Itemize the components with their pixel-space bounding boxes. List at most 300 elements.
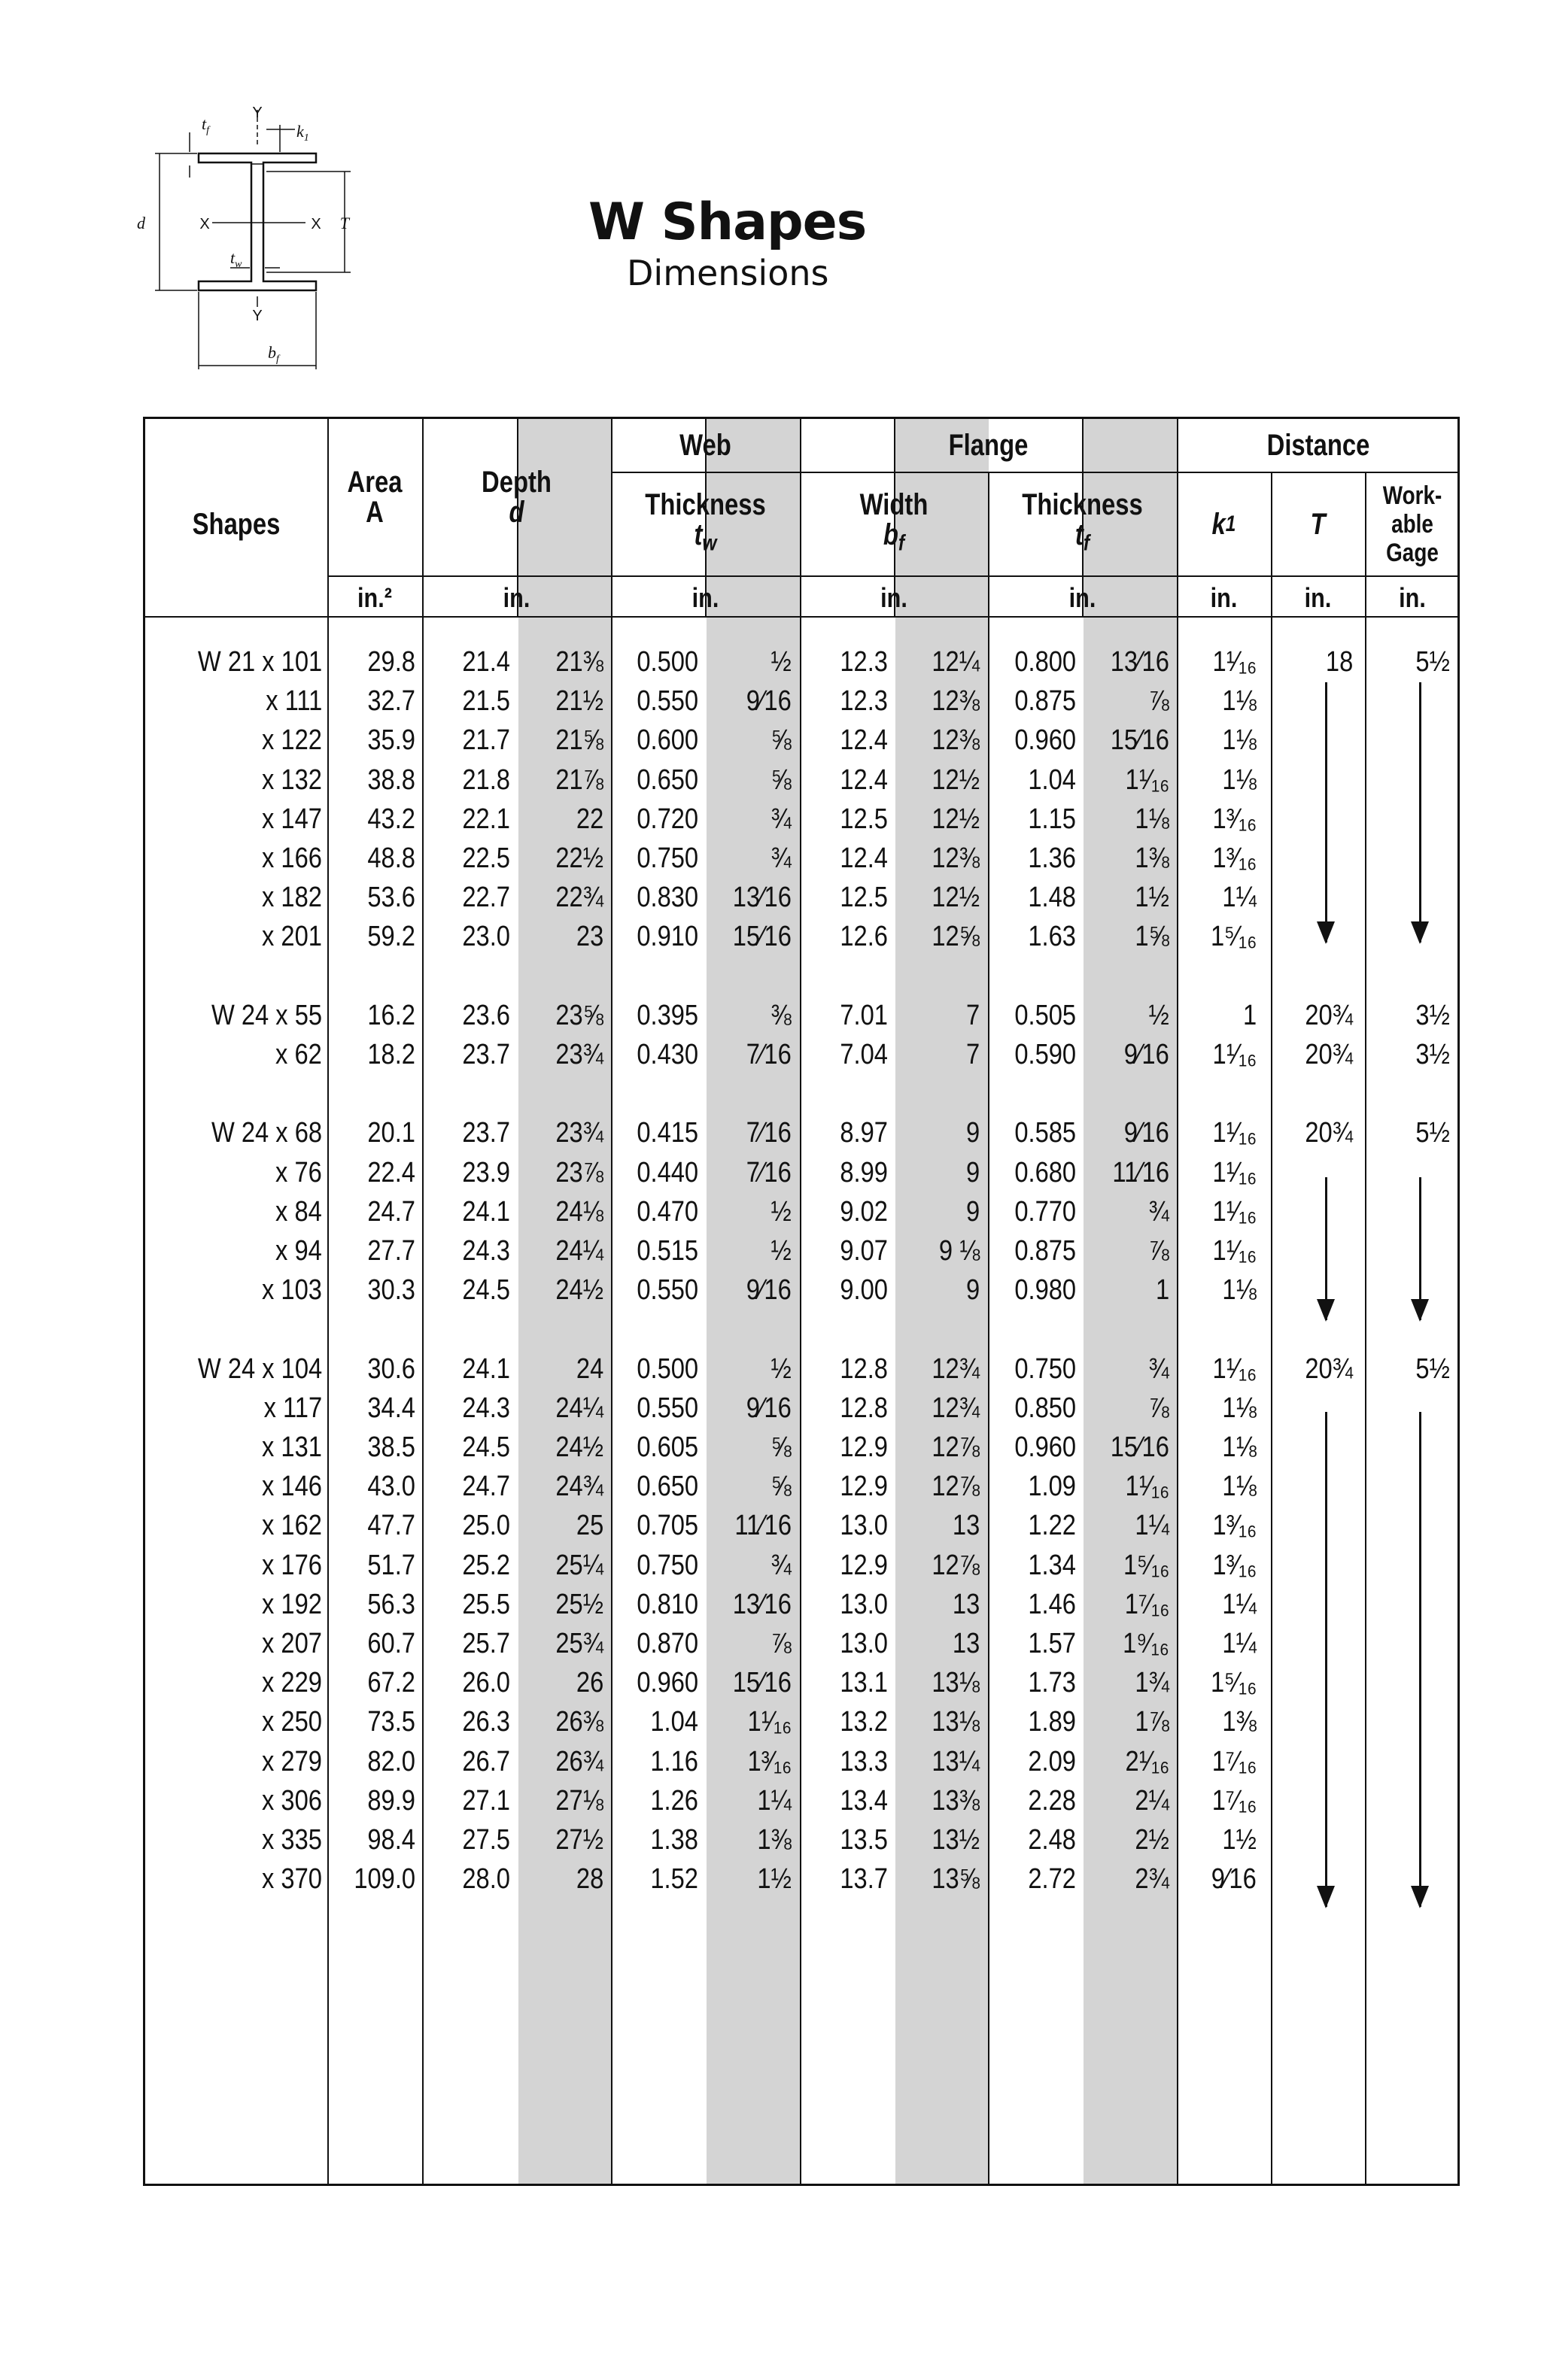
cell-k1: 1¼ [1222, 1589, 1257, 1620]
cell-flange-width-fraction: 12⅝ [932, 921, 980, 952]
cell-web-thk-fraction: 15⁄16 [732, 1667, 792, 1698]
cell-flange-width-decimal: 12.3 [840, 646, 888, 678]
cell-flange-width-fraction: 13 [952, 1589, 980, 1620]
cell-web-thk-decimal: 1.04 [650, 1706, 698, 1738]
cell-web-thk-fraction: 13⁄16 [732, 882, 792, 913]
page-title: W Shapes [588, 193, 867, 252]
cell-flange-width-decimal: 13.0 [840, 1510, 888, 1541]
cell-shape: x 76 [275, 1157, 322, 1188]
cell-web-thk-fraction: 1³⁄₁₆ [747, 1746, 792, 1777]
cell-k1: 1⅛ [1222, 1431, 1257, 1463]
label-T: T [339, 214, 349, 232]
header-flange-width [817, 473, 971, 575]
cell-flange-width-fraction: 12½ [932, 882, 980, 913]
cell-flange-width-fraction: 12⅜ [932, 842, 980, 874]
header-k1: k 1 [1211, 508, 1236, 541]
cell-area: 27.7 [367, 1235, 415, 1267]
cell-flange-thk-fraction: 1⅛ [1135, 803, 1169, 835]
col-rule [800, 419, 801, 2184]
cell-web-thk-fraction: 1⅜ [757, 1824, 792, 1856]
cell-web-thk-decimal: 0.500 [637, 1353, 698, 1385]
cell-depth-decimal: 23.7 [462, 1039, 510, 1070]
cell-depth-decimal: 26.3 [462, 1706, 510, 1738]
cell-depth-fraction: 23⅝ [555, 1000, 603, 1031]
col-rule [1177, 419, 1178, 2184]
cell-flange-thk-decimal: 0.980 [1014, 1274, 1076, 1306]
cell-workable-gage: 5½ [1415, 1117, 1450, 1149]
header-area [336, 419, 413, 575]
cell-flange-width-decimal: 9.07 [840, 1235, 888, 1267]
cell-area: 59.2 [367, 921, 415, 952]
continuation-arrow [1325, 1412, 1327, 1907]
cell-flange-width-decimal: 13.5 [840, 1824, 888, 1856]
cell-flange-thk-fraction: 1⅜ [1135, 842, 1169, 874]
cell-depth-fraction: 25 [576, 1510, 603, 1541]
cell-area: 82.0 [367, 1746, 415, 1777]
cell-flange-thk-decimal: 0.585 [1014, 1117, 1076, 1149]
cell-flange-thk-decimal: 1.63 [1028, 921, 1076, 952]
cell-flange-thk-decimal: 1.57 [1028, 1628, 1076, 1659]
cell-web-thk-decimal: 0.470 [637, 1196, 698, 1228]
cell-k1: 1³⁄₁₆ [1212, 842, 1257, 874]
cell-area: 29.8 [367, 646, 415, 678]
cell-flange-width-decimal: 8.99 [840, 1157, 888, 1188]
cell-web-thk-fraction: 7⁄16 [746, 1157, 792, 1188]
unit-width: in. [880, 582, 907, 613]
cell-depth-decimal: 21.7 [462, 724, 510, 756]
cell-flange-width-decimal: 12.6 [840, 921, 888, 952]
cell-depth-decimal: 27.1 [462, 1785, 510, 1817]
cell-depth-fraction: 24⅛ [555, 1196, 603, 1228]
cell-flange-thk-decimal: 1.46 [1028, 1589, 1076, 1620]
cell-flange-width-decimal: 12.4 [840, 842, 888, 874]
cell-web-thk-decimal: 0.395 [637, 1000, 698, 1031]
cell-flange-width-decimal: 12.9 [840, 1550, 888, 1581]
unit-web: in. [691, 582, 719, 613]
cell-depth-decimal: 23.7 [462, 1117, 510, 1149]
cell-k1: 1¹⁄₁₆ [1212, 1235, 1257, 1267]
cell-flange-thk-decimal: 1.15 [1028, 803, 1076, 835]
cell-depth-decimal: 26.0 [462, 1667, 510, 1698]
header-gage-line1: Work- [1382, 481, 1442, 510]
cell-flange-width-fraction: 12⅜ [932, 724, 980, 756]
cell-flange-width-fraction: 12½ [932, 764, 980, 796]
cell-k1: 1⅜ [1222, 1706, 1257, 1738]
cell-web-thk-fraction: ½ [770, 1353, 792, 1385]
unit-gage: in. [1399, 582, 1426, 613]
cell-web-thk-fraction: ⅝ [770, 1471, 792, 1502]
cell-flange-thk-decimal: 1.48 [1028, 882, 1076, 913]
cell-depth-fraction: 25¾ [555, 1628, 603, 1659]
cell-flange-width-decimal: 13.0 [840, 1589, 888, 1620]
cell-depth-fraction: 21½ [555, 685, 603, 717]
header-web: Web [679, 429, 731, 462]
cell-shape: x 370 [262, 1863, 322, 1895]
continuation-arrow [1325, 1177, 1327, 1320]
cell-k1: 1⅛ [1222, 764, 1257, 796]
header-gage-line3: Gage [1386, 539, 1439, 567]
cell-web-thk-decimal: 0.600 [637, 724, 698, 756]
cell-flange-width-fraction: 13⅛ [932, 1706, 980, 1738]
cell-flange-thk-decimal: 2.72 [1028, 1863, 1076, 1895]
header-web-thickness [628, 473, 783, 575]
cell-flange-thk-decimal: 2.09 [1028, 1746, 1076, 1777]
cell-flange-thk-fraction: 2¹⁄₁₆ [1125, 1746, 1169, 1777]
cell-flange-thk-decimal: 0.750 [1014, 1353, 1076, 1385]
cell-k1: 1⁷⁄₁₆ [1211, 1785, 1257, 1817]
cell-k1: 1⅛ [1222, 724, 1257, 756]
cell-web-thk-fraction: 11⁄16 [734, 1510, 792, 1541]
cell-web-thk-decimal: 0.430 [637, 1039, 698, 1070]
cell-flange-thk-fraction: 9⁄16 [1124, 1117, 1169, 1149]
col-rule [1271, 473, 1272, 2184]
cell-depth-decimal: 22.5 [462, 842, 510, 874]
cell-depth-fraction: 25½ [555, 1589, 603, 1620]
label-k1: $k_1$ [296, 122, 309, 144]
cell-flange-width-fraction: 9 [965, 1274, 980, 1306]
cell-flange-thk-fraction: 1⅝ [1135, 921, 1169, 952]
cell-area: 109.0 [354, 1863, 415, 1895]
cell-web-thk-fraction: 7⁄16 [746, 1117, 792, 1149]
cell-flange-thk-decimal: 1.04 [1028, 764, 1076, 796]
cell-depth-fraction: 24¾ [555, 1471, 603, 1502]
cell-web-thk-decimal: 0.550 [637, 1392, 698, 1424]
header-flange-thickness-label: Thickness [1022, 488, 1143, 522]
cell-area: 43.2 [367, 803, 415, 835]
cell-flange-thk-fraction: 1¹⁄₁₆ [1125, 764, 1169, 796]
header-bf-symbol: $b_f$ [883, 518, 905, 556]
cell-area: 73.5 [367, 1706, 415, 1738]
cell-flange-thk-fraction: 1⅞ [1135, 1706, 1169, 1738]
cell-depth-fraction: 23¾ [555, 1039, 603, 1070]
header-flange: Flange [948, 429, 1029, 462]
cell-depth-decimal: 24.5 [462, 1431, 510, 1463]
header-distance: Distance [1266, 429, 1370, 462]
cell-web-thk-decimal: 1.16 [650, 1746, 698, 1777]
cell-flange-width-decimal: 13.1 [840, 1667, 888, 1698]
cell-flange-width-fraction: 13⅜ [932, 1785, 980, 1817]
cell-web-thk-decimal: 0.500 [637, 646, 698, 678]
cell-web-thk-decimal: 0.960 [637, 1667, 698, 1698]
cell-flange-width-fraction: 7 [965, 1039, 980, 1070]
cell-depth-decimal: 25.0 [462, 1510, 510, 1541]
cell-flange-width-fraction: 9 [965, 1157, 980, 1188]
label-x-left: X [199, 216, 210, 232]
cell-flange-thk-fraction: 2¾ [1135, 1863, 1169, 1895]
cell-flange-thk-decimal: 1.89 [1028, 1706, 1076, 1738]
cell-web-thk-fraction: ⅜ [770, 1000, 792, 1031]
cell-flange-thk-decimal: 0.505 [1014, 1000, 1076, 1031]
cell-flange-width-decimal: 13.7 [840, 1863, 888, 1895]
cell-workable-gage: 3½ [1415, 1039, 1450, 1070]
cell-flange-width-decimal: 13.0 [840, 1628, 888, 1659]
cell-depth-fraction: 24½ [555, 1431, 603, 1463]
cell-flange-thk-decimal: 0.875 [1014, 1235, 1076, 1267]
continuation-arrow [1419, 1177, 1421, 1320]
cell-flange-thk-fraction: 15⁄16 [1110, 724, 1169, 756]
col-rule [1365, 473, 1366, 2184]
unit-area: in.² [357, 582, 392, 613]
cell-flange-thk-decimal: 1.73 [1028, 1667, 1076, 1698]
cell-area: 98.4 [367, 1824, 415, 1856]
cell-web-thk-decimal: 0.870 [637, 1628, 698, 1659]
cell-web-thk-fraction: ¾ [770, 842, 792, 874]
cell-flange-width-decimal: 12.9 [840, 1471, 888, 1502]
cell-flange-width-decimal: 9.00 [840, 1274, 888, 1306]
cell-flange-width-decimal: 12.5 [840, 882, 888, 913]
cell-web-thk-fraction: ⅞ [770, 1628, 792, 1659]
cell-shape: x 132 [262, 764, 322, 796]
cell-depth-fraction: 23¾ [555, 1117, 603, 1149]
dimensions-table [143, 417, 1460, 2186]
cell-k1: 1³⁄₁₆ [1212, 1510, 1257, 1541]
cell-flange-width-fraction: 12¾ [932, 1353, 980, 1385]
cell-shape: x 103 [262, 1274, 322, 1306]
cell-depth-decimal: 21.5 [462, 685, 510, 717]
cell-flange-thk-decimal: 0.770 [1014, 1196, 1076, 1228]
cell-flange-width-decimal: 13.2 [840, 1706, 888, 1738]
header-depth-symbol: d [509, 496, 524, 529]
cell-web-thk-fraction: 9⁄16 [746, 685, 792, 717]
cell-area: 30.3 [367, 1274, 415, 1306]
header-T: T [1310, 508, 1326, 541]
cell-area: 35.9 [367, 724, 415, 756]
cell-web-thk-fraction: ⅝ [770, 724, 792, 756]
cell-depth-fraction: 27⅛ [555, 1785, 603, 1817]
cell-k1: 1⁷⁄₁₆ [1211, 1746, 1257, 1777]
cell-flange-width-decimal: 12.4 [840, 724, 888, 756]
cell-flange-width-fraction: 13⅛ [932, 1667, 980, 1698]
cell-depth-fraction: 24¼ [555, 1235, 603, 1267]
cell-flange-thk-fraction: ¾ [1148, 1353, 1169, 1385]
header-width-label: Width [859, 488, 929, 522]
cell-web-thk-fraction: ⅝ [770, 764, 792, 796]
cell-depth-decimal: 24.1 [462, 1353, 510, 1385]
cell-k1: 1½ [1222, 1824, 1257, 1856]
header-depth [439, 419, 594, 575]
unit-T: in. [1304, 582, 1332, 613]
cell-k1: 1 [1242, 1000, 1257, 1031]
cell-flange-thk-fraction: 1⁹⁄₁₆ [1123, 1628, 1169, 1659]
cell-depth-fraction: 25¼ [555, 1550, 603, 1581]
cell-flange-width-decimal: 13.3 [840, 1746, 888, 1777]
cell-flange-thk-fraction: 15⁄16 [1110, 1431, 1169, 1463]
cell-flange-width-fraction: 12½ [932, 803, 980, 835]
cell-k1: 1⅛ [1222, 1392, 1257, 1424]
cell-web-thk-fraction: ½ [770, 1196, 792, 1228]
cell-shape: x 84 [275, 1196, 322, 1228]
cell-shape: x 111 [265, 685, 322, 717]
col-rule [327, 419, 329, 2184]
cell-depth-decimal: 24.1 [462, 1196, 510, 1228]
cell-shape: x 229 [262, 1667, 322, 1698]
cell-depth-fraction: 27½ [555, 1824, 603, 1856]
cell-depth-decimal: 24.7 [462, 1471, 510, 1502]
cell-depth-fraction: 23 [576, 921, 603, 952]
cell-T: 18 [1325, 646, 1353, 678]
cell-k1: 1¹⁄₁₆ [1212, 1117, 1257, 1149]
header-workable-gage [1373, 473, 1451, 575]
cell-web-thk-decimal: 0.910 [637, 921, 698, 952]
cell-flange-thk-fraction: 1⁵⁄₁₆ [1123, 1550, 1169, 1581]
cell-shape: W 21 x 101 [197, 646, 322, 678]
cell-k1: 1⅛ [1222, 685, 1257, 717]
cell-web-thk-decimal: 0.705 [637, 1510, 698, 1541]
cell-shape: x 146 [262, 1471, 322, 1502]
header-depth-label: Depth [482, 466, 552, 499]
cell-area: 67.2 [367, 1667, 415, 1698]
cell-flange-width-decimal: 8.97 [840, 1117, 888, 1149]
cell-flange-thk-decimal: 1.09 [1028, 1471, 1076, 1502]
cell-flange-width-decimal: 13.4 [840, 1785, 888, 1817]
cell-T: 20¾ [1305, 1117, 1353, 1149]
page-subtitle: Dimensions [627, 253, 829, 293]
cell-area: 34.4 [367, 1392, 415, 1424]
cell-area: 38.5 [367, 1431, 415, 1463]
cell-T: 20¾ [1305, 1353, 1353, 1385]
cell-depth-decimal: 28.0 [462, 1863, 510, 1895]
cell-shape: x 166 [262, 842, 322, 874]
cell-depth-decimal: 25.5 [462, 1589, 510, 1620]
cell-web-thk-fraction: 13⁄16 [732, 1589, 792, 1620]
cell-shape: x 131 [262, 1431, 322, 1463]
cell-flange-width-decimal: 12.8 [840, 1392, 888, 1424]
cell-web-thk-fraction: 1¼ [757, 1785, 792, 1817]
cell-shape: x 176 [262, 1550, 322, 1581]
label-y-bottom: Y [252, 308, 263, 324]
label-d: d [137, 214, 145, 232]
cell-flange-width-fraction: 12¾ [932, 1392, 980, 1424]
label-y-top: Y [252, 105, 263, 121]
label-tw: $t_w$ [230, 248, 242, 270]
cell-flange-width-fraction: 12¼ [932, 646, 980, 678]
cell-web-thk-decimal: 0.750 [637, 1550, 698, 1581]
cell-flange-width-fraction: 9 [965, 1117, 980, 1149]
cell-flange-width-decimal: 12.9 [840, 1431, 888, 1463]
cell-area: 18.2 [367, 1039, 415, 1070]
header-web-thickness-label: Thickness [645, 488, 766, 522]
cell-flange-width-decimal: 12.4 [840, 764, 888, 796]
cell-flange-thk-fraction: 1½ [1135, 882, 1169, 913]
cell-depth-decimal: 24.3 [462, 1392, 510, 1424]
cell-flange-width-fraction: 12⅜ [932, 685, 980, 717]
cell-flange-thk-decimal: 0.960 [1014, 1431, 1076, 1463]
cell-web-thk-fraction: ¾ [770, 803, 792, 835]
cell-depth-decimal: 23.0 [462, 921, 510, 952]
cell-area: 60.7 [367, 1628, 415, 1659]
cell-depth-decimal: 26.7 [462, 1746, 510, 1777]
cell-flange-thk-fraction: 2½ [1135, 1824, 1169, 1856]
cell-web-thk-fraction: 1½ [757, 1863, 792, 1895]
cell-shape: x 201 [262, 921, 322, 952]
cell-area: 22.4 [367, 1157, 415, 1188]
label-x-right: X [311, 216, 321, 232]
cell-web-thk-decimal: 0.550 [637, 685, 698, 717]
cell-web-thk-fraction: 9⁄16 [746, 1274, 792, 1306]
cell-flange-width-fraction: 13 [952, 1510, 980, 1541]
i-beam-outline [199, 153, 316, 290]
cell-k1: 1³⁄₁₆ [1212, 1550, 1257, 1581]
cell-workable-gage: 3½ [1415, 1000, 1450, 1031]
cell-web-thk-fraction: ½ [770, 646, 792, 678]
header-gage-line2: able [1391, 510, 1433, 539]
cell-depth-decimal: 23.9 [462, 1157, 510, 1188]
cell-flange-thk-fraction: 13⁄16 [1110, 646, 1169, 678]
cell-flange-thk-decimal: 0.875 [1014, 685, 1076, 717]
header-area-label: Area [347, 466, 403, 499]
cell-k1: 9⁄16 [1211, 1863, 1257, 1895]
cell-depth-decimal: 24.5 [462, 1274, 510, 1306]
header-tf-symbol: $t_f$ [1074, 518, 1090, 556]
cell-depth-decimal: 25.7 [462, 1628, 510, 1659]
cell-web-thk-decimal: 1.26 [650, 1785, 698, 1817]
cell-web-thk-decimal: 0.720 [637, 803, 698, 835]
cell-flange-thk-fraction: 2¼ [1135, 1785, 1169, 1817]
cell-k1: 1⁵⁄₁₆ [1210, 921, 1257, 952]
cell-k1: 1⁵⁄₁₆ [1210, 1667, 1257, 1698]
continuation-arrow [1325, 682, 1327, 943]
cell-shape: W 24 x 104 [197, 1353, 322, 1385]
col-rule [988, 473, 989, 2184]
cell-flange-thk-decimal: 1.34 [1028, 1550, 1076, 1581]
cell-k1: 1¹⁄₁₆ [1212, 1039, 1257, 1070]
cell-flange-thk-fraction: 1 [1155, 1274, 1169, 1306]
cell-area: 24.7 [367, 1196, 415, 1228]
cell-depth-fraction: 22 [576, 803, 603, 835]
cell-flange-thk-decimal: 0.800 [1014, 646, 1076, 678]
cell-area: 51.7 [367, 1550, 415, 1581]
cell-area: 16.2 [367, 1000, 415, 1031]
cell-shape: x 335 [262, 1824, 322, 1856]
label-tf: $t_f$ [202, 114, 210, 136]
cell-shape: x 192 [262, 1589, 322, 1620]
cell-flange-width-fraction: 13½ [932, 1824, 980, 1856]
cell-flange-thk-decimal: 2.48 [1028, 1824, 1076, 1856]
cell-flange-thk-fraction: 1¹⁄₁₆ [1125, 1471, 1169, 1502]
cell-flange-width-fraction: 9 ⅛ [938, 1235, 980, 1267]
cell-shape: x 94 [275, 1235, 322, 1267]
cell-depth-decimal: 22.7 [462, 882, 510, 913]
cell-k1: 1⅛ [1222, 1274, 1257, 1306]
cell-area: 30.6 [367, 1353, 415, 1385]
cell-depth-decimal: 22.1 [462, 803, 510, 835]
unit-k1: in. [1210, 582, 1238, 613]
cell-web-thk-decimal: 0.810 [637, 1589, 698, 1620]
cell-depth-decimal: 27.5 [462, 1824, 510, 1856]
cell-web-thk-decimal: 0.650 [637, 764, 698, 796]
cell-flange-thk-decimal: 0.850 [1014, 1392, 1076, 1424]
cell-shape: x 182 [262, 882, 322, 913]
cell-k1: 1¹⁄₁₆ [1212, 1157, 1257, 1188]
cell-flange-width-decimal: 7.01 [840, 1000, 888, 1031]
cell-area: 20.1 [367, 1117, 415, 1149]
cell-flange-thk-decimal: 1.36 [1028, 842, 1076, 874]
cell-web-thk-fraction: ¾ [770, 1550, 792, 1581]
header-rule [327, 575, 1460, 577]
cell-area: 32.7 [367, 685, 415, 717]
cell-flange-width-fraction: 7 [965, 1000, 980, 1031]
cell-depth-fraction: 23⅞ [555, 1157, 603, 1188]
cell-web-thk-fraction: ⅝ [770, 1431, 792, 1463]
cell-depth-decimal: 25.2 [462, 1550, 510, 1581]
cell-flange-thk-decimal: 0.680 [1014, 1157, 1076, 1188]
cell-web-thk-decimal: 0.440 [637, 1157, 698, 1188]
cell-shape: x 62 [275, 1039, 322, 1070]
cell-area: 56.3 [367, 1589, 415, 1620]
cell-flange-thk-decimal: 2.28 [1028, 1785, 1076, 1817]
continuation-arrow [1419, 682, 1421, 943]
cell-k1: 1¹⁄₁₆ [1212, 646, 1257, 678]
